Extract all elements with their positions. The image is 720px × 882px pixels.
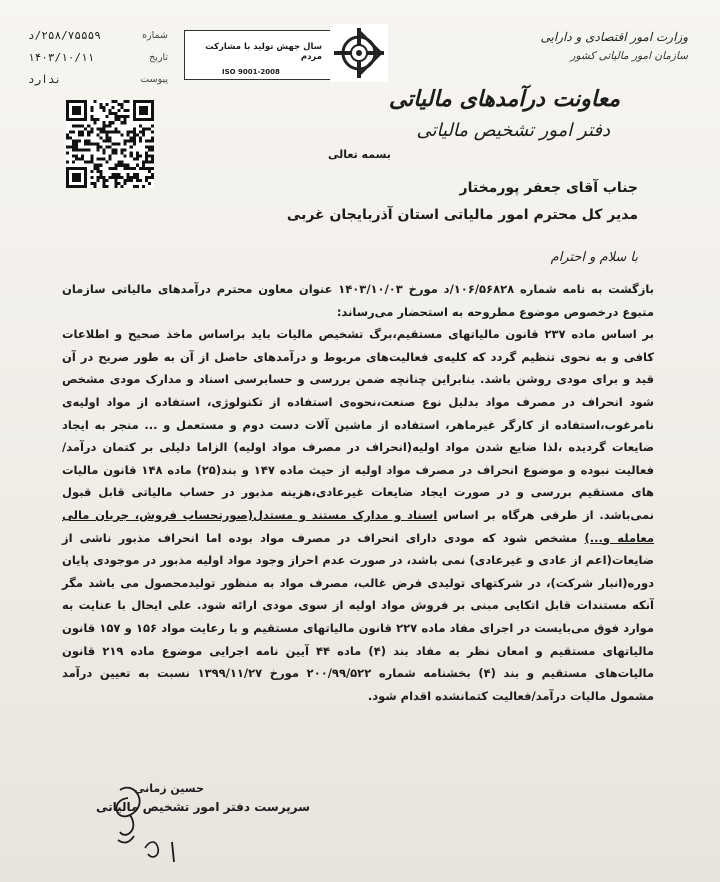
slogan-text: سال جهش تولید با مشارکت مردم: [205, 42, 322, 62]
ministry-name: وزارت امور اقتصادی و دارایی: [540, 30, 688, 44]
body-paragraph-2: [62, 323, 654, 707]
bismillah: بسمه تعالی: [328, 148, 391, 161]
qr-code-icon: [66, 100, 154, 188]
signer-name: حسین زمانی: [134, 782, 204, 795]
body-underlined-phrase: اسناد و مدارک مستند و مستدل(صورتحساب فروش، جریان مالی معامله و...): [62, 507, 654, 545]
meta-date-row: [28, 46, 168, 68]
number-label: شماره: [142, 29, 168, 41]
addressee-title: مدیر کل محترم امور مالیاتی استان آذربایجان غربی: [286, 207, 638, 223]
date-label: تاریخ: [149, 51, 168, 63]
body-paragraph-2-part-a: بر اساس ماده ۲۳۷ قانون مالیاتهای مستقیم،برگ تشخیص مالیات باید براساس ماخذ صحیح و اطلاعات کافی و به نحوی تنظیم گردد که کلیه‌ی فعالیت‌های مربوط و درآمدهای حاصل از آن به طور صریح در آن قید و برای مودی روشن باشد. بنابراین چنانچه ضمن بررسی و حسابرسی اسناد و مدارک مودی مشخص شود انحراف در مصرف مواد بدلیل نوع صنعت،نحوه‌ی استفاده از تکنولوژی، استفاده از مواد اولیه‌ی نامرغوب،استفاده از کارگر غیرماهر، استفاده از ماشین آلات دست دوم و مستعمل و ... منجر به ایجاد ضایعات گردیده ،لذا ضایع شدن مواد اولیه(انحراف در مصرف مواد اولیه) الزاما دلیلی بر کتمان درآمد/ فعالیت نبوده و موضوع انحراف در مصرف مواد اولیه از حیث ماده ۱۴۷ و بند(۲۵) ماده ۱۴۸ قانون مالیات های مستقیم بررسی و در صورت ایجاد ضایعات غیرعادی،هزینه مذبور در حساب مالیاتی قابل قبول نمی‌باشد. از طرفی هرگاه بر اساس: [62, 327, 654, 522]
ministry-header: [541, 30, 688, 62]
body-paragraph-2-part-b: مشخص شود که مودی دارای انحراف در مصرف مواد بوده اما انحراف مذبور ناشی از ضایعات(اعم از عادی و غیرعادی) نمی باشد، در صورت عدم احراز وجود مواد اولیه مذبور در موجودی پایان دوره(انبار شرکت)، در شرکتهای تولیدی فرض غالب، مصرف مواد به منظور تولیدمحصول می باشد مگر آنکه مستندات قابل اتکایی مبنی بر فروش مواد اولیه از سوی مودی ارائه شود. علی ایحال با عنایت به موارد فوق می‌بایست در اجرای مفاد ماده ۲۲۷ قانون مالیاتهای مستقیم و با رعایت مواد ۱۵۶ و ۱۵۷ قانون مالیاتهای مستقیم و امعان نظر به مفاد بند (۴) ماده ۴۴ آیین نامه اجرایی موضوع ماده ۲۱۹ قانون مالیات‌های مستقیم و بند (۴) بخشنامه شماره ۲۰۰/۹۹/۵۲۲ مورخ ۱۳۹۹/۱۱/۲۷ نسبت به تعیین درآمد مشمول مالیات درآمد/فعالیت کتمانشده اقدام شود.: [62, 530, 654, 703]
iso-certification: ISO 9001-2008: [222, 68, 280, 76]
greeting: با سلام و احترام: [550, 250, 638, 265]
meta-number-row: [28, 24, 168, 46]
meta-attachment-row: [28, 68, 168, 90]
deputy-title: معاونت درآمدهای مالیاتی: [388, 86, 620, 112]
date-value: ۱۴۰۳/۱۰/۱۱: [28, 50, 95, 64]
tax-organization-emblem-icon: [330, 24, 388, 82]
body-paragraph-1: بازگشت به نامه شماره ۱۰۶/۵۶۸۲۸/د مورخ ۱۴۰۳/۱۰/۰۳ عنوان معاون محترم درآمدهای مالیاتی سازمان متبوع درخصوص موضوع مطروحه به استحضار می‌رساند:: [62, 282, 654, 319]
attachment-value: ندارد: [28, 72, 62, 86]
letter-meta: [28, 24, 168, 90]
number-value: ۲۵۸/۷۵۵۵۹/د: [28, 28, 101, 42]
signer-title: سرپرست دفتر امور تشخیص مالیاتی: [96, 800, 310, 814]
attachment-label: پیوست: [140, 73, 168, 85]
organization-name: سازمان امور مالیاتی کشور: [570, 50, 688, 62]
addressee-name: جناب آقای جعفر پورمختار: [459, 180, 638, 196]
office-title: دفتر امور تشخیص مالیاتی: [416, 120, 610, 141]
letter-body: [62, 278, 654, 707]
